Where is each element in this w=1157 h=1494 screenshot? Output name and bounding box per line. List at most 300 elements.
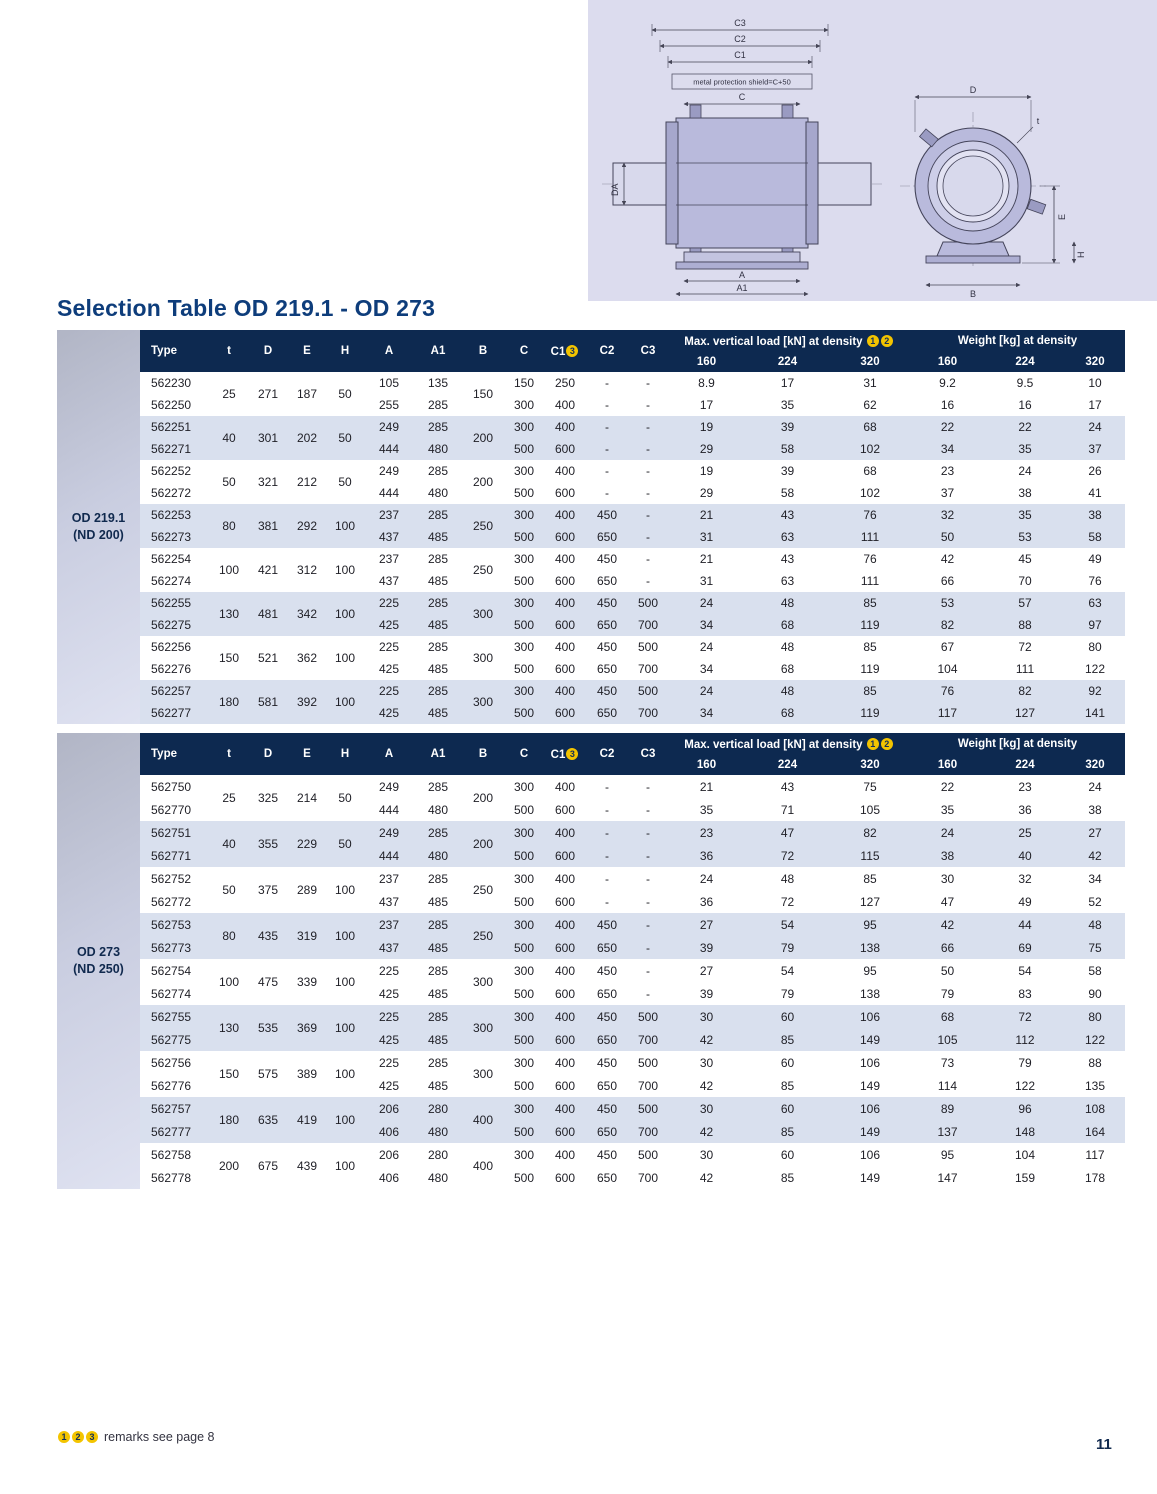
cell-load-224: 85 bbox=[745, 1120, 830, 1143]
cell-load-320: 106 bbox=[830, 1005, 910, 1028]
cell-d: 355 bbox=[248, 821, 288, 867]
cell-c: 500 bbox=[504, 844, 544, 867]
circled-2-icon: 2 bbox=[881, 738, 893, 750]
cell-weight-160: 66 bbox=[940, 574, 955, 588]
cell-c1: 600 bbox=[554, 802, 576, 817]
cell-type: 562776 bbox=[151, 1078, 192, 1093]
cell-a: 437 bbox=[378, 574, 400, 588]
cell-load-160: 21 bbox=[699, 552, 714, 566]
cell-load-224: 63 bbox=[745, 526, 830, 548]
selection-tables bbox=[57, 330, 1125, 1198]
cell-weight-320: 117 bbox=[1085, 1147, 1105, 1162]
cell-c1: 400 bbox=[544, 1097, 586, 1120]
cell-e: 212 bbox=[296, 475, 318, 489]
cell-c1: 400 bbox=[544, 1005, 586, 1028]
cell-c2: 650 bbox=[596, 986, 618, 1001]
table-row bbox=[140, 913, 1125, 936]
cell-weight-224: 122 bbox=[1014, 1078, 1036, 1093]
cell-weight-160: 79 bbox=[940, 986, 955, 1001]
cell-load-224: 60 bbox=[745, 1005, 830, 1028]
cell-c2: - bbox=[605, 802, 609, 817]
cell-c: 500 bbox=[513, 802, 535, 817]
cell-a1: 480 bbox=[427, 802, 449, 817]
cell-weight-160: 95 bbox=[940, 1147, 955, 1162]
cell-load-224: 39 bbox=[745, 416, 830, 438]
cell-c3: - bbox=[646, 963, 650, 978]
cell-load-224: 79 bbox=[745, 936, 830, 959]
cell-h: 100 bbox=[334, 651, 356, 665]
col-header-c2: C2 bbox=[586, 733, 628, 775]
cell-weight-224: 82 bbox=[985, 680, 1065, 702]
col-header-density-160: 160 bbox=[668, 352, 745, 372]
cell-weight-224: 23 bbox=[1018, 779, 1032, 794]
cell-load-320: 149 bbox=[859, 1170, 881, 1185]
cell-c1: 400 bbox=[554, 552, 576, 566]
cell-weight-320: 26 bbox=[1088, 464, 1102, 478]
cell-c2: 450 bbox=[586, 913, 628, 936]
cell-load-224: 60 bbox=[780, 1147, 795, 1162]
cell-type: 562273 bbox=[140, 526, 210, 548]
cell-c3: - bbox=[628, 416, 668, 438]
cell-weight-320: 34 bbox=[1088, 871, 1102, 886]
cell-load-160: 17 bbox=[699, 398, 714, 412]
cell-load-160: 42 bbox=[699, 1078, 714, 1093]
cell-c: 300 bbox=[513, 640, 535, 654]
cell-t: 50 bbox=[222, 475, 236, 489]
cell-type: 562276 bbox=[151, 662, 192, 676]
cell-a1: 285 bbox=[427, 552, 449, 566]
cell-weight-224: 16 bbox=[1018, 398, 1032, 412]
cell-weight-160: 16 bbox=[940, 398, 955, 412]
cell-weight-320: 41 bbox=[1088, 486, 1102, 500]
cell-type: 562773 bbox=[140, 936, 210, 959]
cell-load-320: 95 bbox=[863, 963, 877, 978]
cell-load-160: 31 bbox=[699, 574, 714, 588]
cell-a: 206 bbox=[364, 1097, 414, 1120]
cell-weight-320: 17 bbox=[1088, 398, 1102, 412]
table-block-od273 bbox=[57, 733, 1125, 1189]
cell-load-320: 102 bbox=[830, 438, 910, 460]
cell-c1: 600 bbox=[554, 894, 576, 909]
cell-load-224: 43 bbox=[780, 552, 795, 566]
cell-load-224: 58 bbox=[780, 486, 795, 500]
cell-weight-224: 72 bbox=[985, 1005, 1065, 1028]
cell-load-160: 34 bbox=[699, 662, 714, 676]
cell-load-224: 85 bbox=[780, 1170, 795, 1185]
cell-type: 562277 bbox=[140, 702, 210, 724]
cell-d: 581 bbox=[248, 680, 288, 724]
cell-c2: 650 bbox=[596, 1078, 618, 1093]
cell-load-320: 149 bbox=[859, 1078, 881, 1093]
table-row bbox=[140, 460, 1125, 482]
cell-c1: 600 bbox=[554, 486, 576, 500]
cell-c: 500 bbox=[513, 986, 535, 1001]
cell-c3: 500 bbox=[628, 592, 668, 614]
cell-c: 300 bbox=[504, 680, 544, 702]
cell-h: 100 bbox=[334, 563, 356, 577]
cell-type: 562753 bbox=[140, 913, 210, 936]
col-header-e: E bbox=[288, 330, 326, 372]
cell-a: 249 bbox=[364, 821, 414, 844]
cell-a: 249 bbox=[378, 779, 400, 794]
col-header-max-vertical-load: Max. vertical load [kN] at density 1 2 bbox=[668, 330, 910, 352]
dim-label-e: E bbox=[1057, 213, 1067, 220]
cell-load-160: 23 bbox=[668, 821, 745, 844]
technical-drawing bbox=[588, 0, 1157, 301]
cell-weight-160: 9.2 bbox=[939, 376, 956, 390]
cell-a: 425 bbox=[364, 1028, 414, 1051]
cell-c: 300 bbox=[504, 504, 544, 526]
cell-weight-320: 141 bbox=[1065, 702, 1125, 724]
col-header-c3: C3 bbox=[628, 733, 668, 775]
cell-weight-160: 47 bbox=[940, 894, 955, 909]
cell-weight-160: 147 bbox=[937, 1170, 958, 1185]
cell-c1: 600 bbox=[554, 574, 576, 588]
cell-weight-320: 97 bbox=[1065, 614, 1125, 636]
dim-label-da: DA bbox=[610, 183, 620, 196]
cell-d: 421 bbox=[257, 563, 279, 577]
cell-c: 300 bbox=[504, 416, 544, 438]
cell-a1: 285 bbox=[427, 398, 449, 412]
cell-load-224: 60 bbox=[780, 1055, 795, 1070]
col-header-a: A bbox=[364, 330, 414, 372]
cell-load-224: 17 bbox=[780, 376, 795, 390]
cell-load-224: 68 bbox=[745, 614, 830, 636]
col-header-density-224: 224 bbox=[745, 352, 830, 372]
cell-weight-160: 76 bbox=[910, 680, 985, 702]
cell-c: 500 bbox=[504, 936, 544, 959]
col-header-e: E bbox=[288, 733, 326, 775]
cell-a: 225 bbox=[364, 1005, 414, 1028]
cell-c3: - bbox=[628, 526, 668, 548]
cell-e: 202 bbox=[288, 416, 326, 460]
cell-t: 100 bbox=[218, 563, 240, 577]
table-row bbox=[140, 1051, 1125, 1074]
cell-type: 562275 bbox=[140, 614, 210, 636]
cell-weight-320: 164 bbox=[1065, 1120, 1125, 1143]
cell-load-320: 76 bbox=[863, 552, 877, 566]
cell-e: 392 bbox=[288, 680, 326, 724]
cell-c3: - bbox=[628, 504, 668, 526]
cell-weight-160: 35 bbox=[940, 802, 955, 817]
cell-weight-320: 38 bbox=[1088, 802, 1102, 817]
cell-a: 444 bbox=[378, 486, 400, 500]
cell-type: 562252 bbox=[151, 464, 192, 478]
table-row bbox=[140, 775, 1125, 798]
cell-load-320: 85 bbox=[863, 640, 877, 654]
cell-a1: 485 bbox=[427, 894, 449, 909]
cell-weight-160: 53 bbox=[910, 592, 985, 614]
cell-c1: 400 bbox=[554, 1055, 576, 1070]
cell-c: 300 bbox=[504, 913, 544, 936]
cell-weight-320: 24 bbox=[1065, 416, 1125, 438]
cell-weight-160: 42 bbox=[910, 913, 985, 936]
cell-weight-320: 42 bbox=[1065, 844, 1125, 867]
cell-type: 562255 bbox=[140, 592, 210, 614]
cell-weight-160: 42 bbox=[940, 552, 955, 566]
cell-load-160: 36 bbox=[699, 894, 714, 909]
cell-type: 562772 bbox=[151, 894, 192, 909]
cell-weight-160: 82 bbox=[910, 614, 985, 636]
cell-c: 300 bbox=[504, 1097, 544, 1120]
cell-c1: 400 bbox=[554, 1147, 576, 1162]
col-header-type: Type bbox=[140, 733, 210, 775]
cell-c: 300 bbox=[513, 398, 535, 412]
cell-weight-224: 22 bbox=[985, 416, 1065, 438]
cell-load-160: 19 bbox=[699, 464, 714, 478]
cell-c3: - bbox=[646, 552, 650, 566]
cell-c2: - bbox=[605, 464, 609, 478]
cell-h: 100 bbox=[326, 913, 364, 959]
col-header-density-160: 160 bbox=[668, 755, 745, 775]
cell-weight-320: 58 bbox=[1088, 963, 1102, 978]
cell-load-160: 24 bbox=[668, 592, 745, 614]
cell-t: 80 bbox=[210, 504, 248, 548]
cell-load-160: 30 bbox=[668, 1005, 745, 1028]
dim-label-c2: C2 bbox=[734, 34, 746, 44]
cell-load-320: 76 bbox=[830, 504, 910, 526]
cell-c1: 400 bbox=[544, 913, 586, 936]
cell-a: 206 bbox=[378, 1147, 400, 1162]
cell-weight-224: 127 bbox=[985, 702, 1065, 724]
cell-h: 50 bbox=[338, 387, 352, 401]
cell-type: 562256 bbox=[151, 640, 192, 654]
cell-weight-224: 88 bbox=[985, 614, 1065, 636]
cell-load-224: 72 bbox=[745, 844, 830, 867]
cell-load-224: 58 bbox=[745, 438, 830, 460]
cell-weight-320: 27 bbox=[1065, 821, 1125, 844]
cell-c: 500 bbox=[504, 702, 544, 724]
col-header-weight: Weight [kg] at density bbox=[910, 733, 1125, 755]
side-label-line1: OD 219.1 bbox=[71, 510, 126, 525]
cell-t: 130 bbox=[210, 592, 248, 636]
cell-weight-224: 25 bbox=[985, 821, 1065, 844]
cell-load-320: 102 bbox=[859, 486, 881, 500]
cell-load-320: 62 bbox=[863, 398, 877, 412]
cell-type: 562230 bbox=[151, 376, 192, 390]
cell-c2: - bbox=[605, 398, 609, 412]
cell-load-160: 21 bbox=[668, 504, 745, 526]
col-header-density-320: 320 bbox=[1065, 352, 1125, 372]
cell-weight-320: 122 bbox=[1084, 662, 1106, 676]
cell-b: 200 bbox=[462, 821, 504, 867]
col-header-c3: C3 bbox=[628, 330, 668, 372]
cell-type: 562777 bbox=[140, 1120, 210, 1143]
cell-e: 362 bbox=[296, 651, 318, 665]
cell-c: 500 bbox=[504, 1028, 544, 1051]
cell-type: 562774 bbox=[151, 986, 192, 1001]
cell-load-160: 29 bbox=[699, 486, 714, 500]
col-header-d: D bbox=[248, 330, 288, 372]
cell-load-160: 27 bbox=[668, 913, 745, 936]
cell-load-160: 21 bbox=[699, 779, 714, 794]
cell-load-160: 24 bbox=[668, 680, 745, 702]
cell-c1: 600 bbox=[554, 1078, 576, 1093]
cell-c2: 650 bbox=[596, 574, 618, 588]
cell-c1: 400 bbox=[544, 821, 586, 844]
cell-c3: - bbox=[646, 779, 650, 794]
cell-c1: 400 bbox=[554, 871, 576, 886]
cell-a: 406 bbox=[364, 1120, 414, 1143]
cell-c2: 450 bbox=[596, 552, 618, 566]
cell-c: 500 bbox=[504, 438, 544, 460]
cell-load-160: 34 bbox=[668, 614, 745, 636]
cell-load-224: 43 bbox=[780, 779, 795, 794]
cell-load-224: 48 bbox=[745, 680, 830, 702]
cell-b: 400 bbox=[462, 1097, 504, 1143]
cell-c: 300 bbox=[513, 552, 535, 566]
cell-weight-160: 22 bbox=[940, 779, 955, 794]
cell-h: 100 bbox=[334, 883, 356, 897]
cell-weight-224: 35 bbox=[985, 504, 1065, 526]
cell-load-160: 39 bbox=[699, 986, 714, 1001]
cell-c3: - bbox=[628, 821, 668, 844]
cell-c2: 650 bbox=[586, 614, 628, 636]
cell-a1: 485 bbox=[414, 614, 462, 636]
cell-b: 250 bbox=[472, 563, 494, 577]
cell-type: 562756 bbox=[151, 1055, 192, 1070]
cell-h: 50 bbox=[326, 821, 364, 867]
cell-d: 535 bbox=[248, 1005, 288, 1051]
cell-h: 100 bbox=[326, 680, 364, 724]
cell-c3: 700 bbox=[637, 662, 659, 676]
cell-d: 381 bbox=[248, 504, 288, 548]
cell-b: 300 bbox=[462, 680, 504, 724]
cell-a1: 480 bbox=[414, 438, 462, 460]
cell-load-160: 34 bbox=[668, 702, 745, 724]
cell-a: 437 bbox=[364, 936, 414, 959]
cell-h: 100 bbox=[334, 1067, 356, 1081]
cell-c3: - bbox=[628, 438, 668, 460]
col-header-c: C bbox=[504, 733, 544, 775]
cell-b: 250 bbox=[472, 883, 494, 897]
cell-a1: 280 bbox=[427, 1147, 449, 1162]
cell-load-320: 68 bbox=[830, 416, 910, 438]
cell-b: 300 bbox=[472, 651, 494, 665]
col-header-density-320: 320 bbox=[1065, 755, 1125, 775]
cell-t: 180 bbox=[210, 1097, 248, 1143]
selection-table-od273 bbox=[140, 733, 1125, 1189]
cell-load-320: 115 bbox=[830, 844, 910, 867]
cell-c3: - bbox=[628, 844, 668, 867]
cell-load-224: 85 bbox=[745, 1028, 830, 1051]
cell-weight-160: 66 bbox=[910, 936, 985, 959]
table-row bbox=[140, 1097, 1125, 1120]
circled-3-icon: 3 bbox=[566, 748, 578, 760]
cell-c: 300 bbox=[504, 821, 544, 844]
circled-1-icon: 1 bbox=[867, 335, 879, 347]
cell-t: 80 bbox=[210, 913, 248, 959]
cell-c2: 650 bbox=[586, 1028, 628, 1051]
cell-b: 200 bbox=[472, 475, 494, 489]
cell-a: 237 bbox=[364, 913, 414, 936]
technical-drawing-panel bbox=[588, 0, 1157, 301]
cell-weight-224: 96 bbox=[985, 1097, 1065, 1120]
cell-b: 200 bbox=[472, 791, 494, 805]
cell-a1: 285 bbox=[414, 416, 462, 438]
cell-a: 437 bbox=[364, 526, 414, 548]
cell-c1: 600 bbox=[544, 614, 586, 636]
cell-weight-224: 9.5 bbox=[1016, 376, 1034, 390]
cell-e: 289 bbox=[296, 883, 318, 897]
cell-c3: - bbox=[628, 936, 668, 959]
cell-a1: 480 bbox=[427, 486, 449, 500]
cell-c3: 500 bbox=[628, 1005, 668, 1028]
table-block-od219 bbox=[57, 330, 1125, 724]
cell-a1: 285 bbox=[427, 779, 449, 794]
cell-a1: 285 bbox=[414, 913, 462, 936]
cell-weight-224: 36 bbox=[1018, 802, 1032, 817]
cell-b: 300 bbox=[472, 975, 494, 989]
cell-d: 675 bbox=[257, 1159, 279, 1173]
cell-load-160: 35 bbox=[699, 802, 714, 817]
side-label-od219 bbox=[57, 330, 140, 724]
cell-c2: 450 bbox=[596, 640, 618, 654]
cell-h: 50 bbox=[338, 475, 352, 489]
cell-load-320: 105 bbox=[859, 802, 881, 817]
cell-load-160: 36 bbox=[668, 844, 745, 867]
cell-load-320: 85 bbox=[830, 592, 910, 614]
col-header-a: A bbox=[364, 733, 414, 775]
cell-c: 500 bbox=[513, 574, 535, 588]
table-row bbox=[140, 1143, 1125, 1166]
col-header-h: H bbox=[326, 330, 364, 372]
cell-weight-160: 30 bbox=[940, 871, 955, 886]
cell-c2: 650 bbox=[586, 1120, 628, 1143]
cell-a1: 485 bbox=[414, 936, 462, 959]
col-header-h: H bbox=[326, 733, 364, 775]
cell-c3: 700 bbox=[628, 702, 668, 724]
cell-e: 439 bbox=[296, 1159, 318, 1173]
cell-c3: - bbox=[646, 894, 650, 909]
cell-type: 562254 bbox=[151, 552, 192, 566]
cell-load-160: 39 bbox=[668, 936, 745, 959]
cell-load-224: 48 bbox=[780, 871, 795, 886]
cell-weight-320: 178 bbox=[1084, 1170, 1106, 1185]
col-header-density-320: 320 bbox=[830, 352, 910, 372]
cell-c3: 500 bbox=[637, 1147, 659, 1162]
cell-c2: 450 bbox=[586, 504, 628, 526]
cell-e: 312 bbox=[296, 563, 318, 577]
cell-load-224: 68 bbox=[745, 702, 830, 724]
cell-weight-160: 50 bbox=[940, 963, 955, 978]
cell-load-160: 30 bbox=[668, 1097, 745, 1120]
cell-load-320: 95 bbox=[830, 913, 910, 936]
cell-load-160: 42 bbox=[668, 1028, 745, 1051]
cell-weight-224: 70 bbox=[1018, 574, 1032, 588]
cell-weight-224: 53 bbox=[985, 526, 1065, 548]
cell-a1: 480 bbox=[414, 1120, 462, 1143]
cell-type: 562274 bbox=[151, 574, 192, 588]
cell-load-160: 42 bbox=[699, 1170, 714, 1185]
cell-weight-224: 159 bbox=[1014, 1170, 1036, 1185]
cell-weight-224: 40 bbox=[985, 844, 1065, 867]
cell-weight-320: 49 bbox=[1088, 552, 1102, 566]
cell-load-320: 31 bbox=[863, 376, 877, 390]
table-row bbox=[140, 372, 1125, 394]
dim-label-c: C bbox=[738, 92, 746, 102]
cell-a: 425 bbox=[378, 1078, 400, 1093]
cell-type: 562758 bbox=[151, 1147, 192, 1162]
cell-c2: 450 bbox=[596, 1055, 618, 1070]
cell-load-160: 8.9 bbox=[698, 376, 715, 390]
table-row bbox=[140, 1005, 1125, 1028]
cell-c1: 600 bbox=[544, 438, 586, 460]
dim-label-h: H bbox=[1076, 251, 1086, 258]
cell-c3: - bbox=[646, 871, 650, 886]
cell-b: 250 bbox=[462, 504, 504, 548]
cell-a1: 285 bbox=[414, 592, 462, 614]
